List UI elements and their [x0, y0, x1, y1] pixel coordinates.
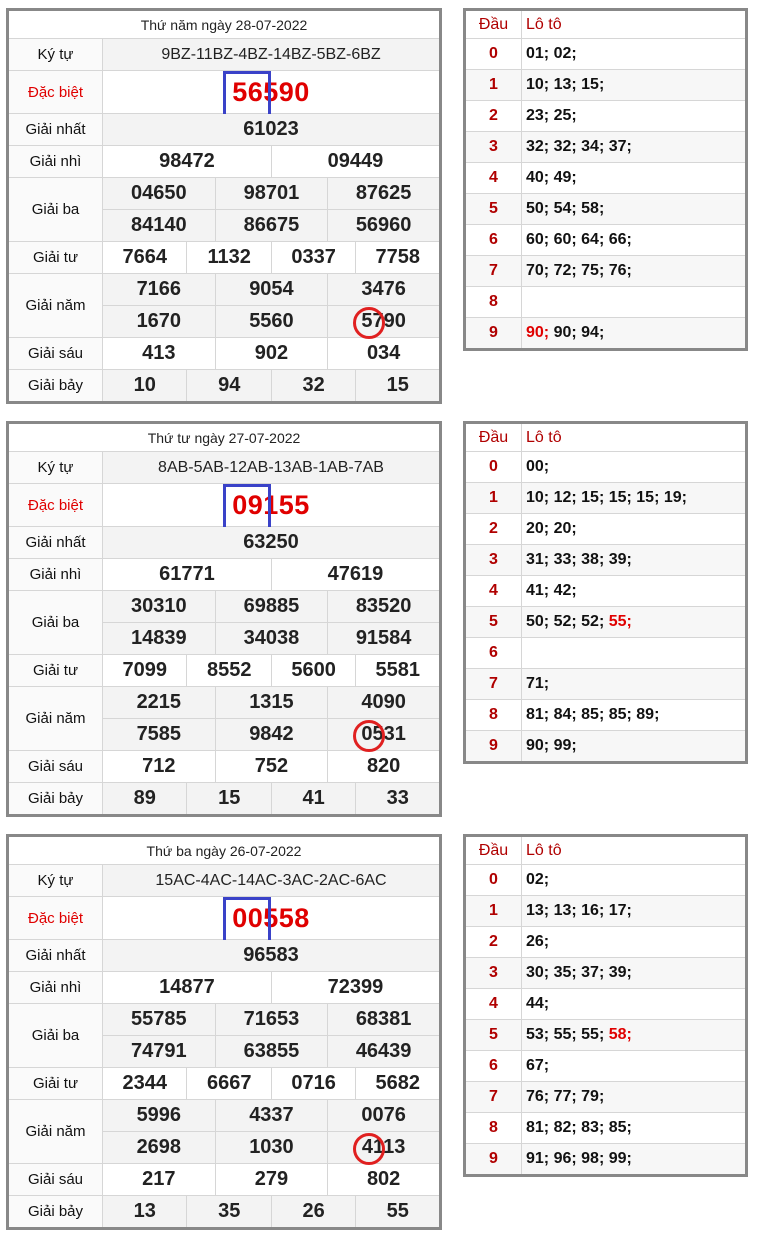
giai-ba-value: 86675	[215, 210, 328, 242]
giai-nhi-value: 61771	[103, 559, 272, 591]
draw-date: Thứ ba ngày 26-07-2022	[8, 836, 441, 865]
draw-date: Thứ năm ngày 28-07-2022	[8, 10, 441, 39]
giai-sau-value: 279	[215, 1164, 328, 1196]
giai-tu-value: 7099	[103, 655, 187, 687]
loto-dau: 5	[465, 194, 522, 225]
loto-nums-text: 40; 49;	[526, 169, 577, 186]
day-block	[0, 0, 759, 413]
giai-bay-value: 32	[271, 370, 355, 403]
giai-nhat-value: 61023	[103, 114, 441, 146]
giai-nam-value: 9842	[215, 719, 328, 751]
loto-row	[465, 545, 747, 576]
loto-row	[465, 865, 747, 896]
giai-bay-value: 10	[103, 370, 187, 403]
loto-nums-text: 41; 42;	[526, 582, 577, 599]
loto-nums	[522, 669, 747, 700]
loto-row	[465, 896, 747, 927]
loto-nums	[522, 1020, 747, 1051]
giai-nhi-value: 98472	[103, 146, 272, 178]
loto-row	[465, 958, 747, 989]
giai-bay-value: 33	[356, 783, 441, 816]
giai-ba-value: 30310	[103, 591, 216, 623]
highlight-box	[223, 71, 271, 119]
loto-highlight: 55;	[608, 613, 632, 630]
loto-nums-text: 02;	[526, 871, 550, 888]
giai-sau-value: 034	[328, 338, 441, 370]
label-dac-biet: Đặc biệt	[8, 897, 103, 940]
loto-dau: 3	[465, 545, 522, 576]
loto-dau: 4	[465, 576, 522, 607]
label-ky-tu: Ký tự	[8, 452, 103, 484]
loto-nums-text: 91; 96; 98; 99;	[526, 1150, 632, 1167]
loto-row	[465, 194, 747, 225]
loto-nums	[522, 989, 747, 1020]
giai-ba-value: 56960	[328, 210, 441, 242]
label-giai-tu: Giải tư	[8, 655, 103, 687]
day-block	[0, 826, 759, 1239]
giai-ba-value: 46439	[328, 1036, 441, 1068]
loto-nums-text: 00;	[526, 458, 550, 475]
loto-nums-text: 76; 77; 79;	[526, 1088, 605, 1105]
loto-dau: 8	[465, 287, 522, 318]
loto-dau: 6	[465, 1051, 522, 1082]
label-ky-tu: Ký tự	[8, 39, 103, 71]
giai-nam-value: 9054	[215, 274, 328, 306]
label-giai-ba: Giải ba	[8, 178, 103, 242]
loto-nums	[522, 101, 747, 132]
giai-tu-value: 7664	[103, 242, 187, 274]
loto-row	[465, 638, 747, 669]
highlight-box	[223, 484, 271, 532]
loto-row	[465, 989, 747, 1020]
results-table	[6, 421, 442, 817]
loto-nums	[522, 958, 747, 989]
label-giai-nam: Giải năm	[8, 687, 103, 751]
giai-nam-value: 7166	[103, 274, 216, 306]
loto-nums-text: 20; 20;	[526, 520, 577, 537]
giai-ba-value: 14839	[103, 623, 216, 655]
loto-row	[465, 70, 747, 101]
giai-ba-value: 63855	[215, 1036, 328, 1068]
loto-row	[465, 731, 747, 763]
loto-row	[465, 287, 747, 318]
loto-nums	[522, 70, 747, 101]
loto-nums	[522, 700, 747, 731]
giai-ba-value: 91584	[328, 623, 441, 655]
label-giai-ba: Giải ba	[8, 1004, 103, 1068]
loto-dau: 3	[465, 132, 522, 163]
loto-row	[465, 514, 747, 545]
highlight-box	[223, 897, 271, 945]
giai-tu-value: 0716	[271, 1068, 355, 1100]
loto-dau: 6	[465, 638, 522, 669]
loto-nums-text: 10; 13; 15;	[526, 76, 605, 93]
giai-ba-value: 83520	[328, 591, 441, 623]
loto-nums-text: 32; 32; 34; 37;	[526, 138, 632, 155]
giai-ba-value: 04650	[103, 178, 216, 210]
loto-nums-text: 13; 13; 16; 17;	[526, 902, 632, 919]
loto-nums-text: 30; 35; 37; 39;	[526, 964, 632, 981]
loto-dau: 0	[465, 865, 522, 896]
giai-bay-value: 15	[187, 783, 271, 816]
label-giai-bay: Giải bảy	[8, 370, 103, 403]
loto-nums	[522, 132, 747, 163]
loto-nums-text: 26;	[526, 933, 550, 950]
loto-nums	[522, 514, 747, 545]
loto-dau: 7	[465, 1082, 522, 1113]
loto-nums-text: 44;	[526, 995, 550, 1012]
loto-row	[465, 1113, 747, 1144]
label-giai-nhi: Giải nhì	[8, 146, 103, 178]
loto-nums	[522, 163, 747, 194]
loto-row	[465, 700, 747, 731]
label-giai-nhat: Giải nhất	[8, 114, 103, 146]
giai-ba-value: 87625	[328, 178, 441, 210]
loto-highlight: 58;	[608, 1026, 632, 1043]
loto-row	[465, 225, 747, 256]
giai-sau-value: 712	[103, 751, 216, 783]
giai-nam-value: 4090	[328, 687, 441, 719]
giai-sau-value: 802	[328, 1164, 441, 1196]
loto-header-loto: Lô tô	[522, 836, 747, 865]
loto-nums	[522, 452, 747, 483]
loto-nums-text: 60; 60; 64; 66;	[526, 231, 632, 248]
loto-nums	[522, 318, 747, 350]
loto-header-loto: Lô tô	[522, 423, 747, 452]
label-giai-nam: Giải năm	[8, 1100, 103, 1164]
giai-ba-value: 68381	[328, 1004, 441, 1036]
giai-tu-value: 6667	[187, 1068, 271, 1100]
loto-row	[465, 318, 747, 350]
loto-nums	[522, 896, 747, 927]
label-giai-tu: Giải tư	[8, 1068, 103, 1100]
loto-nums	[522, 1144, 747, 1176]
giai-tu-value: 1132	[187, 242, 271, 274]
giai-nhat-value: 63250	[103, 527, 441, 559]
giai-tu-value: 2344	[103, 1068, 187, 1100]
loto-nums	[522, 483, 747, 514]
loto-nums	[522, 927, 747, 958]
label-giai-nhi: Giải nhì	[8, 559, 103, 591]
giai-nam-value: 1315	[215, 687, 328, 719]
giai-sau-value: 820	[328, 751, 441, 783]
dac-biet-value: 56590	[103, 71, 441, 114]
loto-dau: 3	[465, 958, 522, 989]
loto-dau: 1	[465, 70, 522, 101]
label-ky-tu: Ký tự	[8, 865, 103, 897]
label-giai-nhi: Giải nhì	[8, 972, 103, 1004]
loto-nums	[522, 39, 747, 70]
loto-row	[465, 39, 747, 70]
loto-nums	[522, 194, 747, 225]
giai-tu-value: 5581	[356, 655, 441, 687]
loto-dau: 7	[465, 256, 522, 287]
giai-bay-value: 41	[271, 783, 355, 816]
giai-bay-value: 55	[356, 1196, 441, 1229]
loto-nums-text: 10; 12; 15; 15; 15; 19;	[526, 489, 687, 506]
giai-bay-value: 15	[356, 370, 441, 403]
loto-row	[465, 101, 747, 132]
label-dac-biet: Đặc biệt	[8, 71, 103, 114]
loto-highlight: 90;	[526, 324, 550, 341]
loto-dau: 1	[465, 896, 522, 927]
loto-dau: 2	[465, 101, 522, 132]
loto-row	[465, 669, 747, 700]
label-giai-sau: Giải sáu	[8, 751, 103, 783]
loto-dau: 4	[465, 989, 522, 1020]
loto-row	[465, 452, 747, 483]
draw-date: Thứ tư ngày 27-07-2022	[8, 423, 441, 452]
giai-bay-value: 94	[187, 370, 271, 403]
label-giai-nam: Giải năm	[8, 274, 103, 338]
loto-nums-text: 70; 72; 75; 76;	[526, 262, 632, 279]
dac-biet-value: 09155	[103, 484, 441, 527]
giai-nhi-value: 47619	[271, 559, 440, 591]
giai-nam-value: 1030	[215, 1132, 328, 1164]
loto-row	[465, 483, 747, 514]
giai-tu-value: 0337	[271, 242, 355, 274]
dac-biet-value: 00558	[103, 897, 441, 940]
loto-dau: 9	[465, 1144, 522, 1176]
loto-dau: 8	[465, 1113, 522, 1144]
loto-nums-text: 01; 02;	[526, 45, 577, 62]
loto-dau: 9	[465, 731, 522, 763]
results-table	[6, 8, 442, 404]
loto-dau: 2	[465, 927, 522, 958]
loto-table	[463, 421, 748, 764]
loto-row	[465, 576, 747, 607]
loto-row	[465, 1082, 747, 1113]
giai-nhi-value: 14877	[103, 972, 272, 1004]
loto-row	[465, 132, 747, 163]
giai-nhi-value: 72399	[271, 972, 440, 1004]
giai-nhat-value: 96583	[103, 940, 441, 972]
loto-nums	[522, 865, 747, 896]
loto-nums-text: 50; 52; 52;	[526, 613, 605, 630]
loto-nums	[522, 287, 747, 318]
loto-nums	[522, 638, 747, 669]
label-giai-nhat: Giải nhất	[8, 527, 103, 559]
loto-header-dau: Đầu	[465, 10, 522, 39]
loto-nums	[522, 225, 747, 256]
loto-row	[465, 927, 747, 958]
label-giai-sau: Giải sáu	[8, 338, 103, 370]
loto-nums-text: 90; 94;	[553, 324, 605, 341]
giai-sau-value: 413	[103, 338, 216, 370]
giai-nam-value: 3476	[328, 274, 441, 306]
loto-nums-text: 81; 84; 85; 85; 89;	[526, 706, 660, 723]
loto-table	[463, 834, 748, 1177]
loto-dau: 0	[465, 452, 522, 483]
loto-dau: 8	[465, 700, 522, 731]
giai-ba-value: 69885	[215, 591, 328, 623]
giai-ba-value: 84140	[103, 210, 216, 242]
label-dac-biet: Đặc biệt	[8, 484, 103, 527]
loto-dau: 5	[465, 1020, 522, 1051]
loto-header-loto: Lô tô	[522, 10, 747, 39]
giai-nhi-value: 09449	[271, 146, 440, 178]
giai-tu-value: 5600	[271, 655, 355, 687]
loto-nums	[522, 1113, 747, 1144]
giai-sau-value: 752	[215, 751, 328, 783]
giai-nam-value: 5996	[103, 1100, 216, 1132]
giai-ba-value: 74791	[103, 1036, 216, 1068]
loto-nums-text: 50; 54; 58;	[526, 200, 605, 217]
label-giai-ba: Giải ba	[8, 591, 103, 655]
giai-nam-value: 0076	[328, 1100, 441, 1132]
giai-ba-value: 98701	[215, 178, 328, 210]
loto-dau: 9	[465, 318, 522, 350]
ky-tu-value: 9BZ-11BZ-4BZ-14BZ-5BZ-6BZ	[103, 39, 441, 71]
giai-sau-value: 217	[103, 1164, 216, 1196]
giai-tu-value: 8552	[187, 655, 271, 687]
loto-row	[465, 1144, 747, 1176]
loto-dau: 4	[465, 163, 522, 194]
giai-nam-value: 5790	[328, 306, 441, 338]
loto-dau: 2	[465, 514, 522, 545]
label-giai-sau: Giải sáu	[8, 1164, 103, 1196]
giai-nam-value: 1670	[103, 306, 216, 338]
loto-dau: 6	[465, 225, 522, 256]
loto-nums-text: 31; 33; 38; 39;	[526, 551, 632, 568]
loto-dau: 7	[465, 669, 522, 700]
loto-row	[465, 1020, 747, 1051]
loto-nums	[522, 576, 747, 607]
giai-nam-value: 2698	[103, 1132, 216, 1164]
loto-dau: 1	[465, 483, 522, 514]
giai-nam-value: 5560	[215, 306, 328, 338]
giai-tu-value: 5682	[356, 1068, 441, 1100]
giai-bay-value: 35	[187, 1196, 271, 1229]
label-giai-bay: Giải bảy	[8, 1196, 103, 1229]
giai-ba-value: 55785	[103, 1004, 216, 1036]
loto-header-dau: Đầu	[465, 423, 522, 452]
giai-bay-value: 26	[271, 1196, 355, 1229]
giai-bay-value: 13	[103, 1196, 187, 1229]
loto-row	[465, 163, 747, 194]
day-block	[0, 413, 759, 826]
giai-nam-value: 7585	[103, 719, 216, 751]
loto-nums-text: 23; 25;	[526, 107, 577, 124]
results-table	[6, 834, 442, 1230]
loto-nums-text: 53; 55; 55;	[526, 1026, 605, 1043]
label-giai-tu: Giải tư	[8, 242, 103, 274]
giai-bay-value: 89	[103, 783, 187, 816]
ky-tu-value: 15AC-4AC-14AC-3AC-2AC-6AC	[103, 865, 441, 897]
giai-sau-value: 902	[215, 338, 328, 370]
loto-table	[463, 8, 748, 351]
loto-nums-text: 90; 99;	[526, 737, 577, 754]
label-giai-nhat: Giải nhất	[8, 940, 103, 972]
loto-nums-text: 81; 82; 83; 85;	[526, 1119, 632, 1136]
loto-nums	[522, 731, 747, 763]
loto-nums	[522, 256, 747, 287]
giai-nam-value: 4337	[215, 1100, 328, 1132]
loto-nums	[522, 1082, 747, 1113]
loto-row	[465, 1051, 747, 1082]
loto-nums-text: 71;	[526, 675, 550, 692]
giai-nam-value: 4113	[328, 1132, 441, 1164]
loto-dau: 0	[465, 39, 522, 70]
loto-dau: 5	[465, 607, 522, 638]
ky-tu-value: 8AB-5AB-12AB-13AB-1AB-7AB	[103, 452, 441, 484]
giai-nam-value: 2215	[103, 687, 216, 719]
loto-nums-text: 67;	[526, 1057, 550, 1074]
loto-header-dau: Đầu	[465, 836, 522, 865]
loto-nums	[522, 545, 747, 576]
loto-row	[465, 607, 747, 638]
loto-row	[465, 256, 747, 287]
label-giai-bay: Giải bảy	[8, 783, 103, 816]
giai-tu-value: 7758	[356, 242, 441, 274]
giai-nam-value: 0531	[328, 719, 441, 751]
giai-ba-value: 71653	[215, 1004, 328, 1036]
loto-nums	[522, 607, 747, 638]
giai-ba-value: 34038	[215, 623, 328, 655]
loto-nums	[522, 1051, 747, 1082]
